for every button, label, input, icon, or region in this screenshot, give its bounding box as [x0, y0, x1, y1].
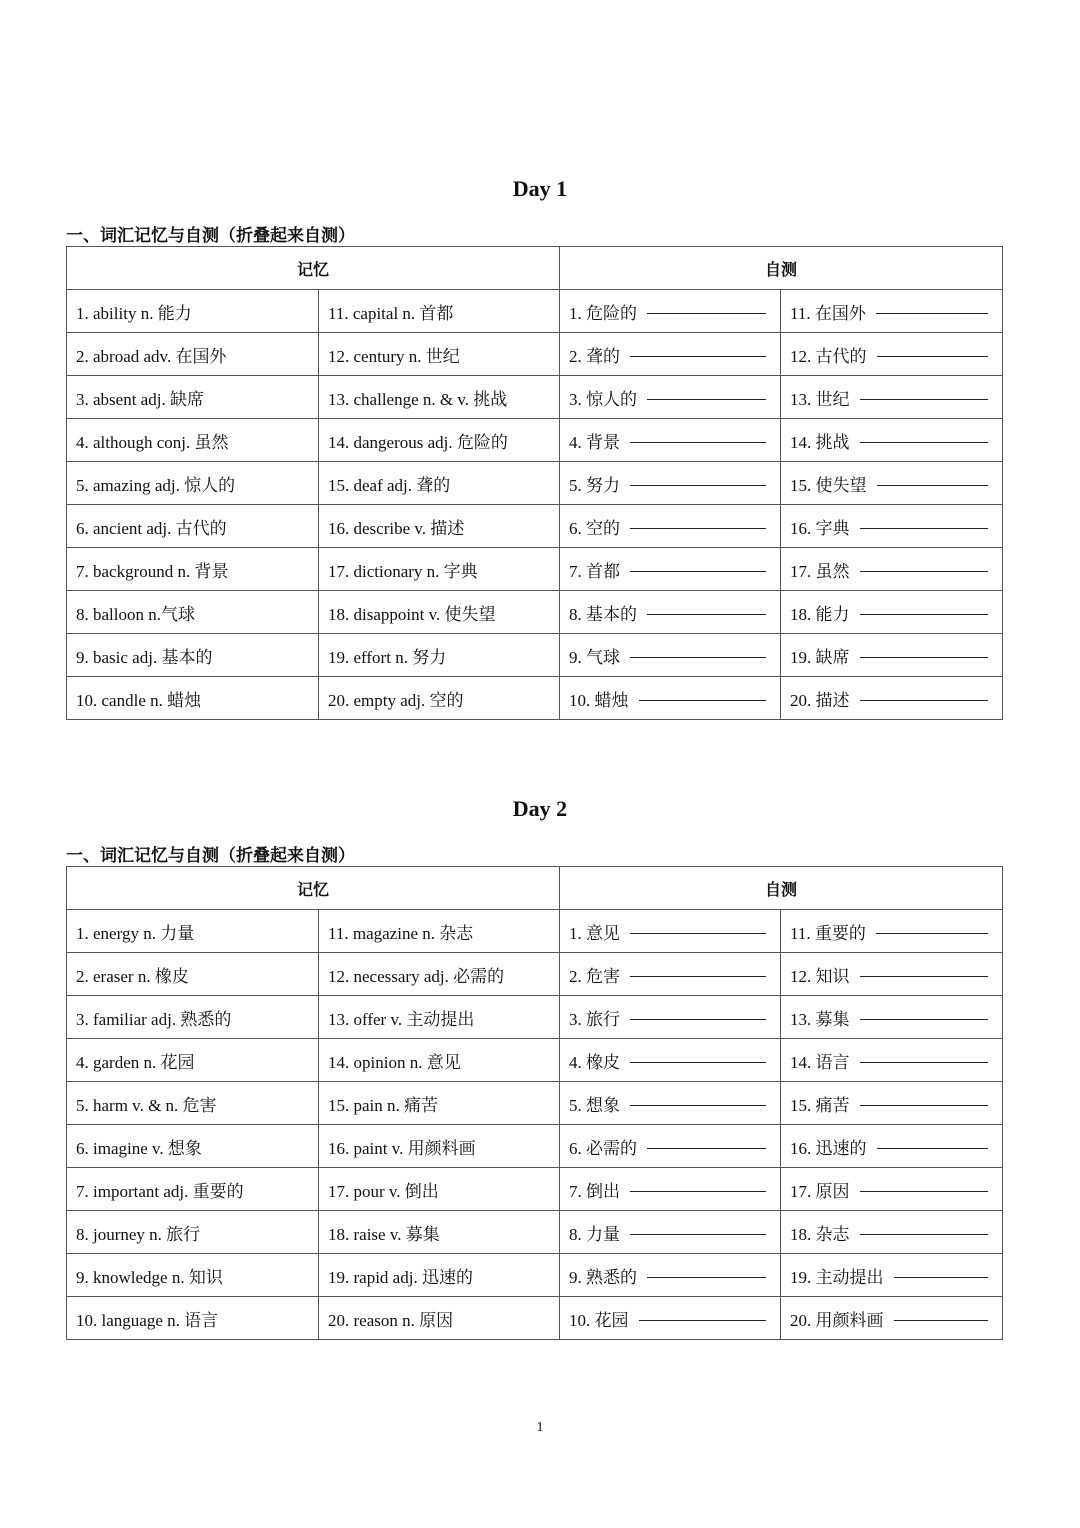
- day-1-title: Day 1: [512, 176, 568, 201]
- self-test-cell: [569, 962, 780, 987]
- self-test-entry: [560, 1082, 781, 1125]
- self-test-cell: [569, 1005, 780, 1030]
- memory-entry: 5. amazing adj. 惊人的: [67, 462, 319, 505]
- self-test-cell: [569, 1306, 780, 1331]
- self-test-entry: [560, 1254, 781, 1297]
- self-test-cell: [569, 686, 780, 711]
- memory-entry: 8. balloon n.气球: [67, 591, 319, 634]
- table-row: [67, 290, 1003, 333]
- answer-blank-line[interactable]: [630, 1190, 766, 1192]
- memory-entry: 4. garden n. 花园: [67, 1039, 319, 1082]
- self-test-prompt: 14. 挑战: [790, 432, 850, 452]
- answer-blank-line[interactable]: [894, 1276, 989, 1278]
- table-row: [67, 1125, 1003, 1168]
- self-test-cell: [569, 1220, 780, 1245]
- self-test-prompt: 2. 聋的: [569, 346, 621, 366]
- answer-blank-line[interactable]: [876, 312, 988, 314]
- self-test-prompt: 9. 熟悉的: [569, 1267, 638, 1287]
- table-row: [67, 591, 1003, 634]
- self-test-cell: [790, 342, 1002, 367]
- self-test-cell: [569, 1091, 780, 1116]
- memory-entry: 4. although conj. 虽然: [67, 419, 319, 462]
- answer-blank-line[interactable]: [860, 656, 989, 658]
- self-test-prompt: 16. 字典: [790, 518, 850, 538]
- answer-blank-line[interactable]: [630, 656, 766, 658]
- memory-entry: 18. disappoint v. 使失望: [319, 591, 560, 634]
- memory-entry: 14. opinion n. 意见: [319, 1039, 560, 1082]
- self-test-cell: [569, 299, 780, 324]
- day-2-section-heading: 一、词汇记忆与自测（折叠起来自测）: [66, 846, 355, 866]
- table-row: [67, 419, 1003, 462]
- self-test-prompt: 14. 语言: [790, 1052, 850, 1072]
- self-test-cell: [790, 514, 1002, 539]
- self-test-cell: [790, 1134, 1002, 1159]
- memory-entry: 13. offer v. 主动提出: [319, 996, 560, 1039]
- answer-blank-line[interactable]: [876, 932, 988, 934]
- self-test-entry: [560, 910, 781, 953]
- answer-blank-line[interactable]: [630, 484, 766, 486]
- self-test-prompt: 2. 危害: [569, 966, 621, 986]
- memory-column-header: 记忆: [67, 247, 560, 290]
- self-test-entry: [781, 548, 1003, 591]
- answer-blank-line[interactable]: [860, 570, 989, 572]
- answer-blank-line[interactable]: [630, 932, 766, 934]
- self-test-prompt: 17. 原因: [790, 1181, 850, 1201]
- table-row: [67, 1211, 1003, 1254]
- self-test-column-header: 自测: [560, 247, 1003, 290]
- self-test-cell: [569, 342, 780, 367]
- self-test-prompt: 20. 描述: [790, 690, 850, 710]
- memory-entry: 7. background n. 背景: [67, 548, 319, 591]
- self-test-entry: [560, 591, 781, 634]
- self-test-prompt: 9. 气球: [569, 647, 621, 667]
- self-test-prompt: 4. 背景: [569, 432, 621, 452]
- self-test-cell: [790, 1048, 1002, 1073]
- table-row: [67, 1254, 1003, 1297]
- self-test-cell: [790, 1220, 1002, 1245]
- self-test-prompt: 15. 使失望: [790, 475, 867, 495]
- self-test-cell: [569, 1048, 780, 1073]
- answer-blank-line[interactable]: [630, 1061, 766, 1063]
- self-test-cell: [790, 643, 1002, 668]
- self-test-cell: [569, 428, 780, 453]
- memory-entry: 17. dictionary n. 字典: [319, 548, 560, 591]
- self-test-prompt: 15. 痛苦: [790, 1095, 850, 1115]
- table-row: [67, 910, 1003, 953]
- table-row: [67, 505, 1003, 548]
- self-test-entry: [560, 634, 781, 677]
- self-test-entry: [560, 462, 781, 505]
- self-test-cell: [569, 471, 780, 496]
- self-test-cell: [790, 686, 1002, 711]
- self-test-cell: [569, 1263, 780, 1288]
- memory-column-header: 记忆: [67, 867, 560, 910]
- self-test-entry: [560, 953, 781, 996]
- answer-blank-line[interactable]: [647, 613, 766, 615]
- self-test-entry: [560, 1297, 781, 1340]
- self-test-prompt: 18. 杂志: [790, 1224, 850, 1244]
- answer-blank-line[interactable]: [860, 398, 989, 400]
- answer-blank-line[interactable]: [860, 1061, 989, 1063]
- answer-blank-line[interactable]: [860, 1190, 989, 1192]
- day-2-title: Day 2: [512, 796, 568, 821]
- self-test-prompt: 7. 首都: [569, 561, 621, 581]
- memory-entry: 18. raise v. 募集: [319, 1211, 560, 1254]
- self-test-entry: [560, 548, 781, 591]
- answer-blank-line[interactable]: [639, 699, 767, 701]
- answer-blank-line[interactable]: [630, 1018, 766, 1020]
- table-row: [67, 677, 1003, 720]
- table-row: [67, 1039, 1003, 1082]
- memory-entry: 15. pain n. 痛苦: [319, 1082, 560, 1125]
- memory-entry: 11. magazine n. 杂志: [319, 910, 560, 953]
- answer-blank-line[interactable]: [630, 570, 766, 572]
- self-test-prompt: 13. 世纪: [790, 389, 850, 409]
- self-test-cell: [790, 385, 1002, 410]
- self-test-entry: [781, 591, 1003, 634]
- answer-blank-line[interactable]: [860, 1018, 989, 1020]
- answer-blank-line[interactable]: [630, 527, 766, 529]
- self-test-prompt: 5. 想象: [569, 1095, 621, 1115]
- memory-entry: 12. necessary adj. 必需的: [319, 953, 560, 996]
- self-test-entry: [560, 290, 781, 333]
- memory-entry: 3. familiar adj. 熟悉的: [67, 996, 319, 1039]
- self-test-prompt: 20. 用颜料画: [790, 1310, 884, 1330]
- self-test-entry: [560, 677, 781, 720]
- self-test-prompt: 3. 旅行: [569, 1009, 621, 1029]
- self-test-entry: [560, 376, 781, 419]
- answer-blank-line[interactable]: [877, 484, 989, 486]
- table-row: [67, 376, 1003, 419]
- memory-entry: 3. absent adj. 缺席: [67, 376, 319, 419]
- answer-blank-line[interactable]: [647, 1147, 766, 1149]
- memory-entry: 8. journey n. 旅行: [67, 1211, 319, 1254]
- self-test-prompt: 1. 危险的: [569, 303, 638, 323]
- memory-entry: 16. paint v. 用颜料画: [319, 1125, 560, 1168]
- table-row: [67, 953, 1003, 996]
- self-test-prompt: 18. 能力: [790, 604, 850, 624]
- answer-blank-line[interactable]: [639, 1319, 767, 1321]
- table-row: [67, 462, 1003, 505]
- self-test-entry: [781, 1039, 1003, 1082]
- memory-entry: 5. harm v. & n. 危害: [67, 1082, 319, 1125]
- day-1-section-heading: 一、词汇记忆与自测（折叠起来自测）: [66, 226, 355, 246]
- self-test-entry: [781, 677, 1003, 720]
- self-test-entry: [781, 1211, 1003, 1254]
- answer-blank-line[interactable]: [630, 975, 766, 977]
- self-test-cell: [569, 557, 780, 582]
- memory-entry: 17. pour v. 倒出: [319, 1168, 560, 1211]
- answer-blank-line[interactable]: [630, 1233, 766, 1235]
- self-test-prompt: 7. 倒出: [569, 1181, 621, 1201]
- answer-blank-line[interactable]: [894, 1319, 989, 1321]
- answer-blank-line[interactable]: [860, 699, 989, 701]
- memory-entry: 20. reason n. 原因: [319, 1297, 560, 1340]
- answer-blank-line[interactable]: [647, 1276, 766, 1278]
- self-test-entry: [560, 419, 781, 462]
- self-test-entry: [560, 1211, 781, 1254]
- self-test-cell: [569, 600, 780, 625]
- self-test-entry: [781, 1082, 1003, 1125]
- answer-blank-line[interactable]: [630, 1104, 766, 1106]
- answer-blank-line[interactable]: [860, 975, 989, 977]
- self-test-cell: [790, 471, 1002, 496]
- table-row: [67, 1297, 1003, 1340]
- table-header-row: [67, 247, 1003, 290]
- self-test-entry: [781, 953, 1003, 996]
- self-test-entry: [781, 419, 1003, 462]
- answer-blank-line[interactable]: [860, 527, 989, 529]
- self-test-prompt: 5. 努力: [569, 475, 621, 495]
- answer-blank-line[interactable]: [860, 441, 989, 443]
- self-test-entry: [781, 910, 1003, 953]
- self-test-cell: [790, 428, 1002, 453]
- memory-entry: 9. basic adj. 基本的: [67, 634, 319, 677]
- self-test-cell: [790, 1177, 1002, 1202]
- self-test-prompt: 8. 基本的: [569, 604, 638, 624]
- self-test-entry: [781, 1125, 1003, 1168]
- memory-entry: 2. eraser n. 橡皮: [67, 953, 319, 996]
- self-test-entry: [781, 505, 1003, 548]
- memory-entry: 7. important adj. 重要的: [67, 1168, 319, 1211]
- self-test-entry: [560, 1125, 781, 1168]
- memory-entry: 20. empty adj. 空的: [319, 677, 560, 720]
- answer-blank-line[interactable]: [860, 1233, 989, 1235]
- self-test-prompt: 13. 募集: [790, 1009, 850, 1029]
- self-test-entry: [781, 1168, 1003, 1211]
- table-row: [67, 996, 1003, 1039]
- self-test-entry: [781, 333, 1003, 376]
- self-test-prompt: 19. 缺席: [790, 647, 850, 667]
- self-test-cell: [790, 600, 1002, 625]
- self-test-entry: [560, 996, 781, 1039]
- self-test-cell: [790, 1005, 1002, 1030]
- self-test-cell: [569, 1134, 780, 1159]
- memory-entry: 2. abroad adv. 在国外: [67, 333, 319, 376]
- self-test-entry: [781, 1254, 1003, 1297]
- self-test-prompt: 11. 在国外: [790, 303, 866, 323]
- self-test-cell: [790, 1091, 1002, 1116]
- memory-entry: 14. dangerous adj. 危险的: [319, 419, 560, 462]
- self-test-prompt: 12. 知识: [790, 966, 850, 986]
- answer-blank-line[interactable]: [877, 1147, 989, 1149]
- self-test-prompt: 3. 惊人的: [569, 389, 638, 409]
- memory-entry: 10. language n. 语言: [67, 1297, 319, 1340]
- memory-entry: 11. capital n. 首都: [319, 290, 560, 333]
- self-test-cell: [790, 919, 1002, 944]
- self-test-entry: [560, 505, 781, 548]
- table-row: [67, 548, 1003, 591]
- self-test-entry: [781, 634, 1003, 677]
- table-row: [67, 634, 1003, 677]
- self-test-cell: [569, 514, 780, 539]
- self-test-prompt: 17. 虽然: [790, 561, 850, 581]
- self-test-entry: [560, 1168, 781, 1211]
- self-test-prompt: 8. 力量: [569, 1224, 621, 1244]
- self-test-column-header: 自测: [560, 867, 1003, 910]
- self-test-cell: [790, 557, 1002, 582]
- self-test-entry: [560, 1039, 781, 1082]
- self-test-entry: [781, 1297, 1003, 1340]
- answer-blank-line[interactable]: [647, 312, 766, 314]
- day-2-vocab-table: [66, 866, 1003, 1340]
- page-number: 1: [536, 1420, 544, 1435]
- memory-entry: 6. ancient adj. 古代的: [67, 505, 319, 548]
- self-test-cell: [790, 299, 1002, 324]
- memory-entry: 10. candle n. 蜡烛: [67, 677, 319, 720]
- self-test-cell: [569, 643, 780, 668]
- answer-blank-line[interactable]: [630, 441, 766, 443]
- memory-entry: 16. describe v. 描述: [319, 505, 560, 548]
- table-header-row: [67, 867, 1003, 910]
- self-test-entry: [781, 462, 1003, 505]
- self-test-prompt: 1. 意见: [569, 923, 621, 943]
- self-test-cell: [569, 385, 780, 410]
- answer-blank-line[interactable]: [860, 613, 989, 615]
- table-row: [67, 1168, 1003, 1211]
- answer-blank-line[interactable]: [877, 355, 989, 357]
- memory-entry: 13. challenge n. & v. 挑战: [319, 376, 560, 419]
- self-test-entry: [560, 333, 781, 376]
- self-test-cell: [569, 1177, 780, 1202]
- memory-entry: 6. imagine v. 想象: [67, 1125, 319, 1168]
- answer-blank-line[interactable]: [860, 1104, 989, 1106]
- memory-entry: 12. century n. 世纪: [319, 333, 560, 376]
- table-row: [67, 333, 1003, 376]
- self-test-entry: [781, 290, 1003, 333]
- self-test-cell: [790, 1263, 1002, 1288]
- self-test-prompt: 12. 古代的: [790, 346, 867, 366]
- self-test-entry: [781, 376, 1003, 419]
- memory-entry: 19. rapid adj. 迅速的: [319, 1254, 560, 1297]
- self-test-prompt: 6. 空的: [569, 518, 621, 538]
- self-test-prompt: 10. 蜡烛: [569, 690, 629, 710]
- self-test-entry: [781, 996, 1003, 1039]
- self-test-prompt: 11. 重要的: [790, 923, 866, 943]
- self-test-prompt: 19. 主动提出: [790, 1267, 884, 1287]
- day-1-vocab-table: [66, 246, 1003, 720]
- self-test-prompt: 6. 必需的: [569, 1138, 638, 1158]
- self-test-prompt: 10. 花园: [569, 1310, 629, 1330]
- self-test-cell: [569, 919, 780, 944]
- table-row: [67, 1082, 1003, 1125]
- memory-entry: 1. ability n. 能力: [67, 290, 319, 333]
- answer-blank-line[interactable]: [647, 398, 766, 400]
- memory-entry: 19. effort n. 努力: [319, 634, 560, 677]
- self-test-prompt: 4. 橡皮: [569, 1052, 621, 1072]
- memory-entry: 15. deaf adj. 聋的: [319, 462, 560, 505]
- self-test-cell: [790, 962, 1002, 987]
- memory-entry: 1. energy n. 力量: [67, 910, 319, 953]
- self-test-cell: [790, 1306, 1002, 1331]
- answer-blank-line[interactable]: [630, 355, 766, 357]
- self-test-prompt: 16. 迅速的: [790, 1138, 867, 1158]
- memory-entry: 9. knowledge n. 知识: [67, 1254, 319, 1297]
